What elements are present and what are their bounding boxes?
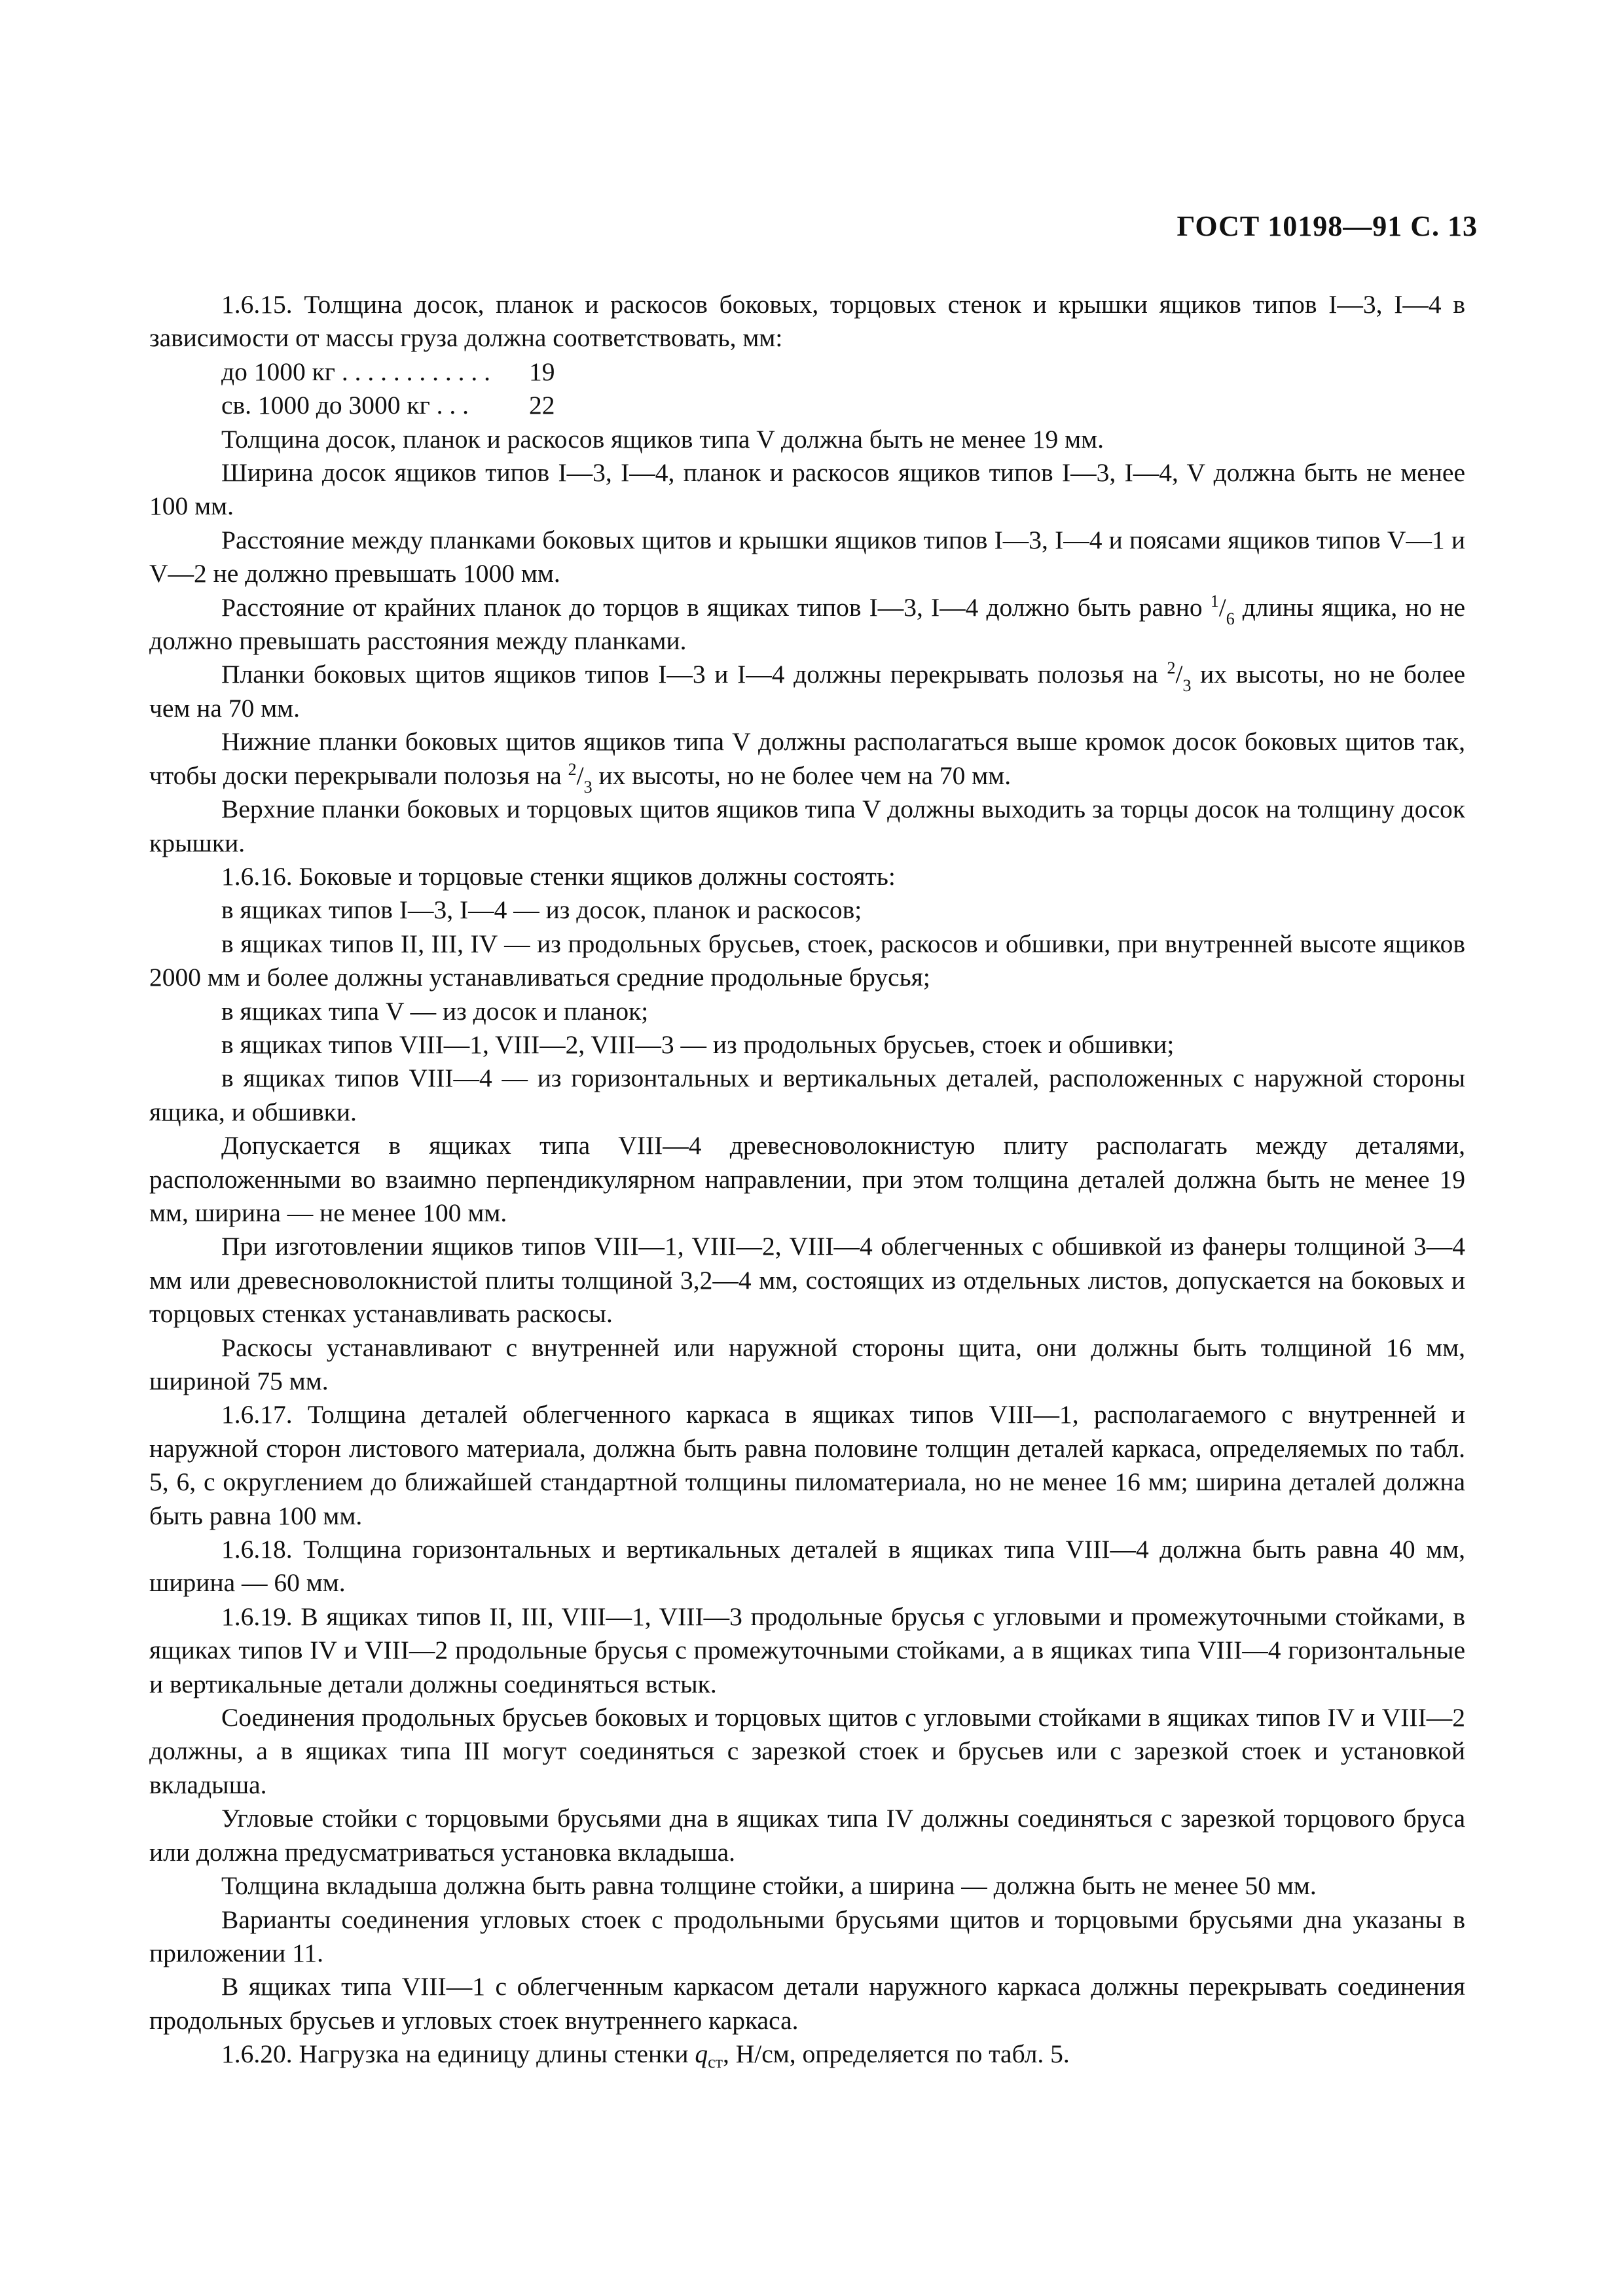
fraction-denominator: 6 [1226, 609, 1235, 628]
text-run: их высоты, но не более чем на 70 мм. [149, 660, 1465, 723]
paragraph: Раскосы устанавливают с внутренней или наружной стороны щита, они должны быть толщиной 16 мм, шириной 75 мм. [149, 1333, 1465, 1395]
list-item: в ящиках типов VIII—4 — из горизонтальных и вертикальных деталей, расположенных с наружной стороны ящика, и обшивки. [149, 1064, 1465, 1126]
text-run: длины ящика, но не должно превышать расстояния между планками. [149, 592, 1465, 656]
spec-value: 22 [529, 391, 555, 420]
paragraph-1-6-15: 1.6.15. Толщина досок, планок и раскосов боковых, торцовых стенок и крышки ящиков типов I—3, I—4 в зависимости от массы груза должна соответствовать, мм: [149, 290, 1465, 353]
spec-label: св. 1000 до 3000 кг . . . [221, 391, 469, 420]
spec-value: 19 [529, 357, 555, 386]
fraction-numerator: 2 [1167, 658, 1176, 678]
paragraph: Расстояние между планками боковых щитов и крышки ящиков типов I—3, I—4 и поясами ящиков типов V—1 и V—2 не должно превышать 1000 мм. [149, 525, 1465, 588]
text-run: , Н/см, определяется по табл. 5. [723, 2039, 1070, 2069]
text-run: Нижние планки боковых щитов ящиков типа V должны располагаться выше кромок досок боковых щитов так, чтобы доски перекрывали полозья на [149, 727, 1465, 790]
text-run: Планки боковых щитов ящиков типов I—3 и I—4 должны перекрывать полозья на [221, 660, 1167, 689]
spec-label: до 1000 кг . . . . . . . . . . . . [221, 357, 490, 386]
list-item: в ящиках типов I—3, I—4 — из досок, планок и раскосов; [221, 895, 862, 925]
text-run: Расстояние от крайних планок до торцов в ящиках типов I—3, I—4 должно быть равно [221, 592, 1211, 622]
paragraph: Соединения продольных брусьев боковых и торцовых щитов с угловыми стойками в ящиках типов IV и VIII—2 должны, а в ящиках типа III могут соединяться с зарезкой стоек и брусьев или с зарезкой стоек и установкой вкладыша. [149, 1703, 1465, 1799]
list-item: в ящиках типов II, III, IV — из продольных брусьев, стоек, раскосов и обшивки, при внутренней высоте ящиков 2000 мм и более должны устанавливаться средние продольные брусья; [149, 929, 1465, 992]
fraction-one-sixth: $^1/_6$ [1210, 591, 1235, 628]
spec-row-1000-to-3000 [149, 389, 1465, 422]
paragraph: Толщина досок, планок и раскосов ящиков типа V должна быть не менее 19 мм. [221, 424, 1104, 454]
fraction-two-thirds: $^2/_3$ [1167, 658, 1192, 696]
page-header: ГОСТ 10198—91 С. 13 [1176, 210, 1478, 242]
fraction-numerator: 1 [1210, 591, 1219, 611]
paragraph: Верхние планки боковых и торцовых щитов ящиков типа V должны выходить за торцы досок на толщину досок крышки. [149, 795, 1465, 857]
variable-subscript: ст [708, 2053, 723, 2072]
paragraph-1-6-20 [149, 2037, 1465, 2071]
fraction-two-thirds: $^2/_3$ [568, 759, 593, 797]
paragraph: Варианты соединения угловых стоек с продольными брусьями щитов и торцовыми брусьями дна указаны в приложении 11. [149, 1905, 1465, 1967]
text-run: 1.6.20. Нагрузка на единицу длины стенки [221, 2039, 695, 2069]
spec-row-up-to-1000 [149, 355, 1465, 389]
paragraph-1-6-17: 1.6.17. Толщина деталей облегченного каркаса в ящиках типов VIII—1, располагаемого с внутренней и наружной сторон листового материала, должна быть равна половине толщин деталей каркаса, определяемых по табл. 5, 6, с округлением до ближайшей стандартной толщины пиломатериала, но не менее 16 мм; ширина деталей должна быть равна 100 мм. [149, 1400, 1465, 1530]
paragraph: При изготовлении ящиков типов VIII—1, VIII—2, VIII—4 облегченных с обшивкой из фанеры толщиной 3—4 мм или древесноволокнистой плиты толщиной 3,2—4 мм, состоящих из отдельных листов, допускается на боковых и торцовых стенках устанавливать раскосы. [149, 1232, 1465, 1329]
paragraph: Допускается в ящиках типа VIII—4 древесноволокнистую плиту располагать между деталями, расположенными во взаимно перпендикулярном направлении, при этом толщина деталей должна быть не менее 19 мм, ширина — не менее 100 мм. [149, 1131, 1465, 1227]
list-item: в ящиках типа V — из досок и планок; [221, 996, 649, 1026]
paragraph: В ящиках типа VIII—1 с облегченным каркасом детали наружного каркаса должны перекрывать соединения продольных брусьев и угловых стоек внутреннего каркаса. [149, 1972, 1465, 2035]
paragraph-1-6-19: 1.6.19. В ящиках типов II, III, VIII—1, VIII—3 продольные брусья с угловыми и промежуточными стойками, в ящиках типов IV и VIII—2 продольные брусья с промежуточными стойками, а в ящиках типа VIII—4 горизонтальные и вертикальные детали должны соединяться встык. [149, 1602, 1465, 1698]
text-run: их высоты, но не более чем на 70 мм. [592, 761, 1012, 790]
paragraph-fraction-2-3 [149, 658, 1465, 725]
fraction-denominator: 3 [1182, 676, 1192, 696]
fraction-numerator: 2 [568, 759, 577, 779]
paragraph-fraction-1-6 [149, 591, 1465, 658]
paragraph-1-6-16: 1.6.16. Боковые и торцовые стенки ящиков должны состоять: [221, 861, 896, 891]
paragraph: Угловые стойки с торцовыми брусьями дна в ящиках типа IV должны соединяться с зарезкой торцового бруса или должна предусматриваться установка вкладыша. [149, 1804, 1465, 1867]
paragraph-1-6-18: 1.6.18. Толщина горизонтальных и вертикальных деталей в ящиках типа VIII—4 должна быть равна 40 мм, ширина — 60 мм. [149, 1535, 1465, 1598]
document-body [149, 288, 1465, 2072]
list-item: в ящиках типов VIII—1, VIII—2, VIII—3 — из продольных брусьев, стоек и обшивки; [221, 1030, 1175, 1059]
variable-q: q [695, 2039, 708, 2069]
paragraph: Ширина досок ящиков типов I—3, I—4, планок и раскосов ящиков типов I—3, I—4, V должна быть не менее 100 мм. [149, 458, 1465, 521]
paragraph-fraction-2-3 [149, 725, 1465, 797]
paragraph: Толщина вкладыша должна быть равна толщине стойки, а ширина — должна быть не менее 50 мм. [221, 1871, 1317, 1901]
fraction-denominator: 3 [583, 777, 593, 797]
